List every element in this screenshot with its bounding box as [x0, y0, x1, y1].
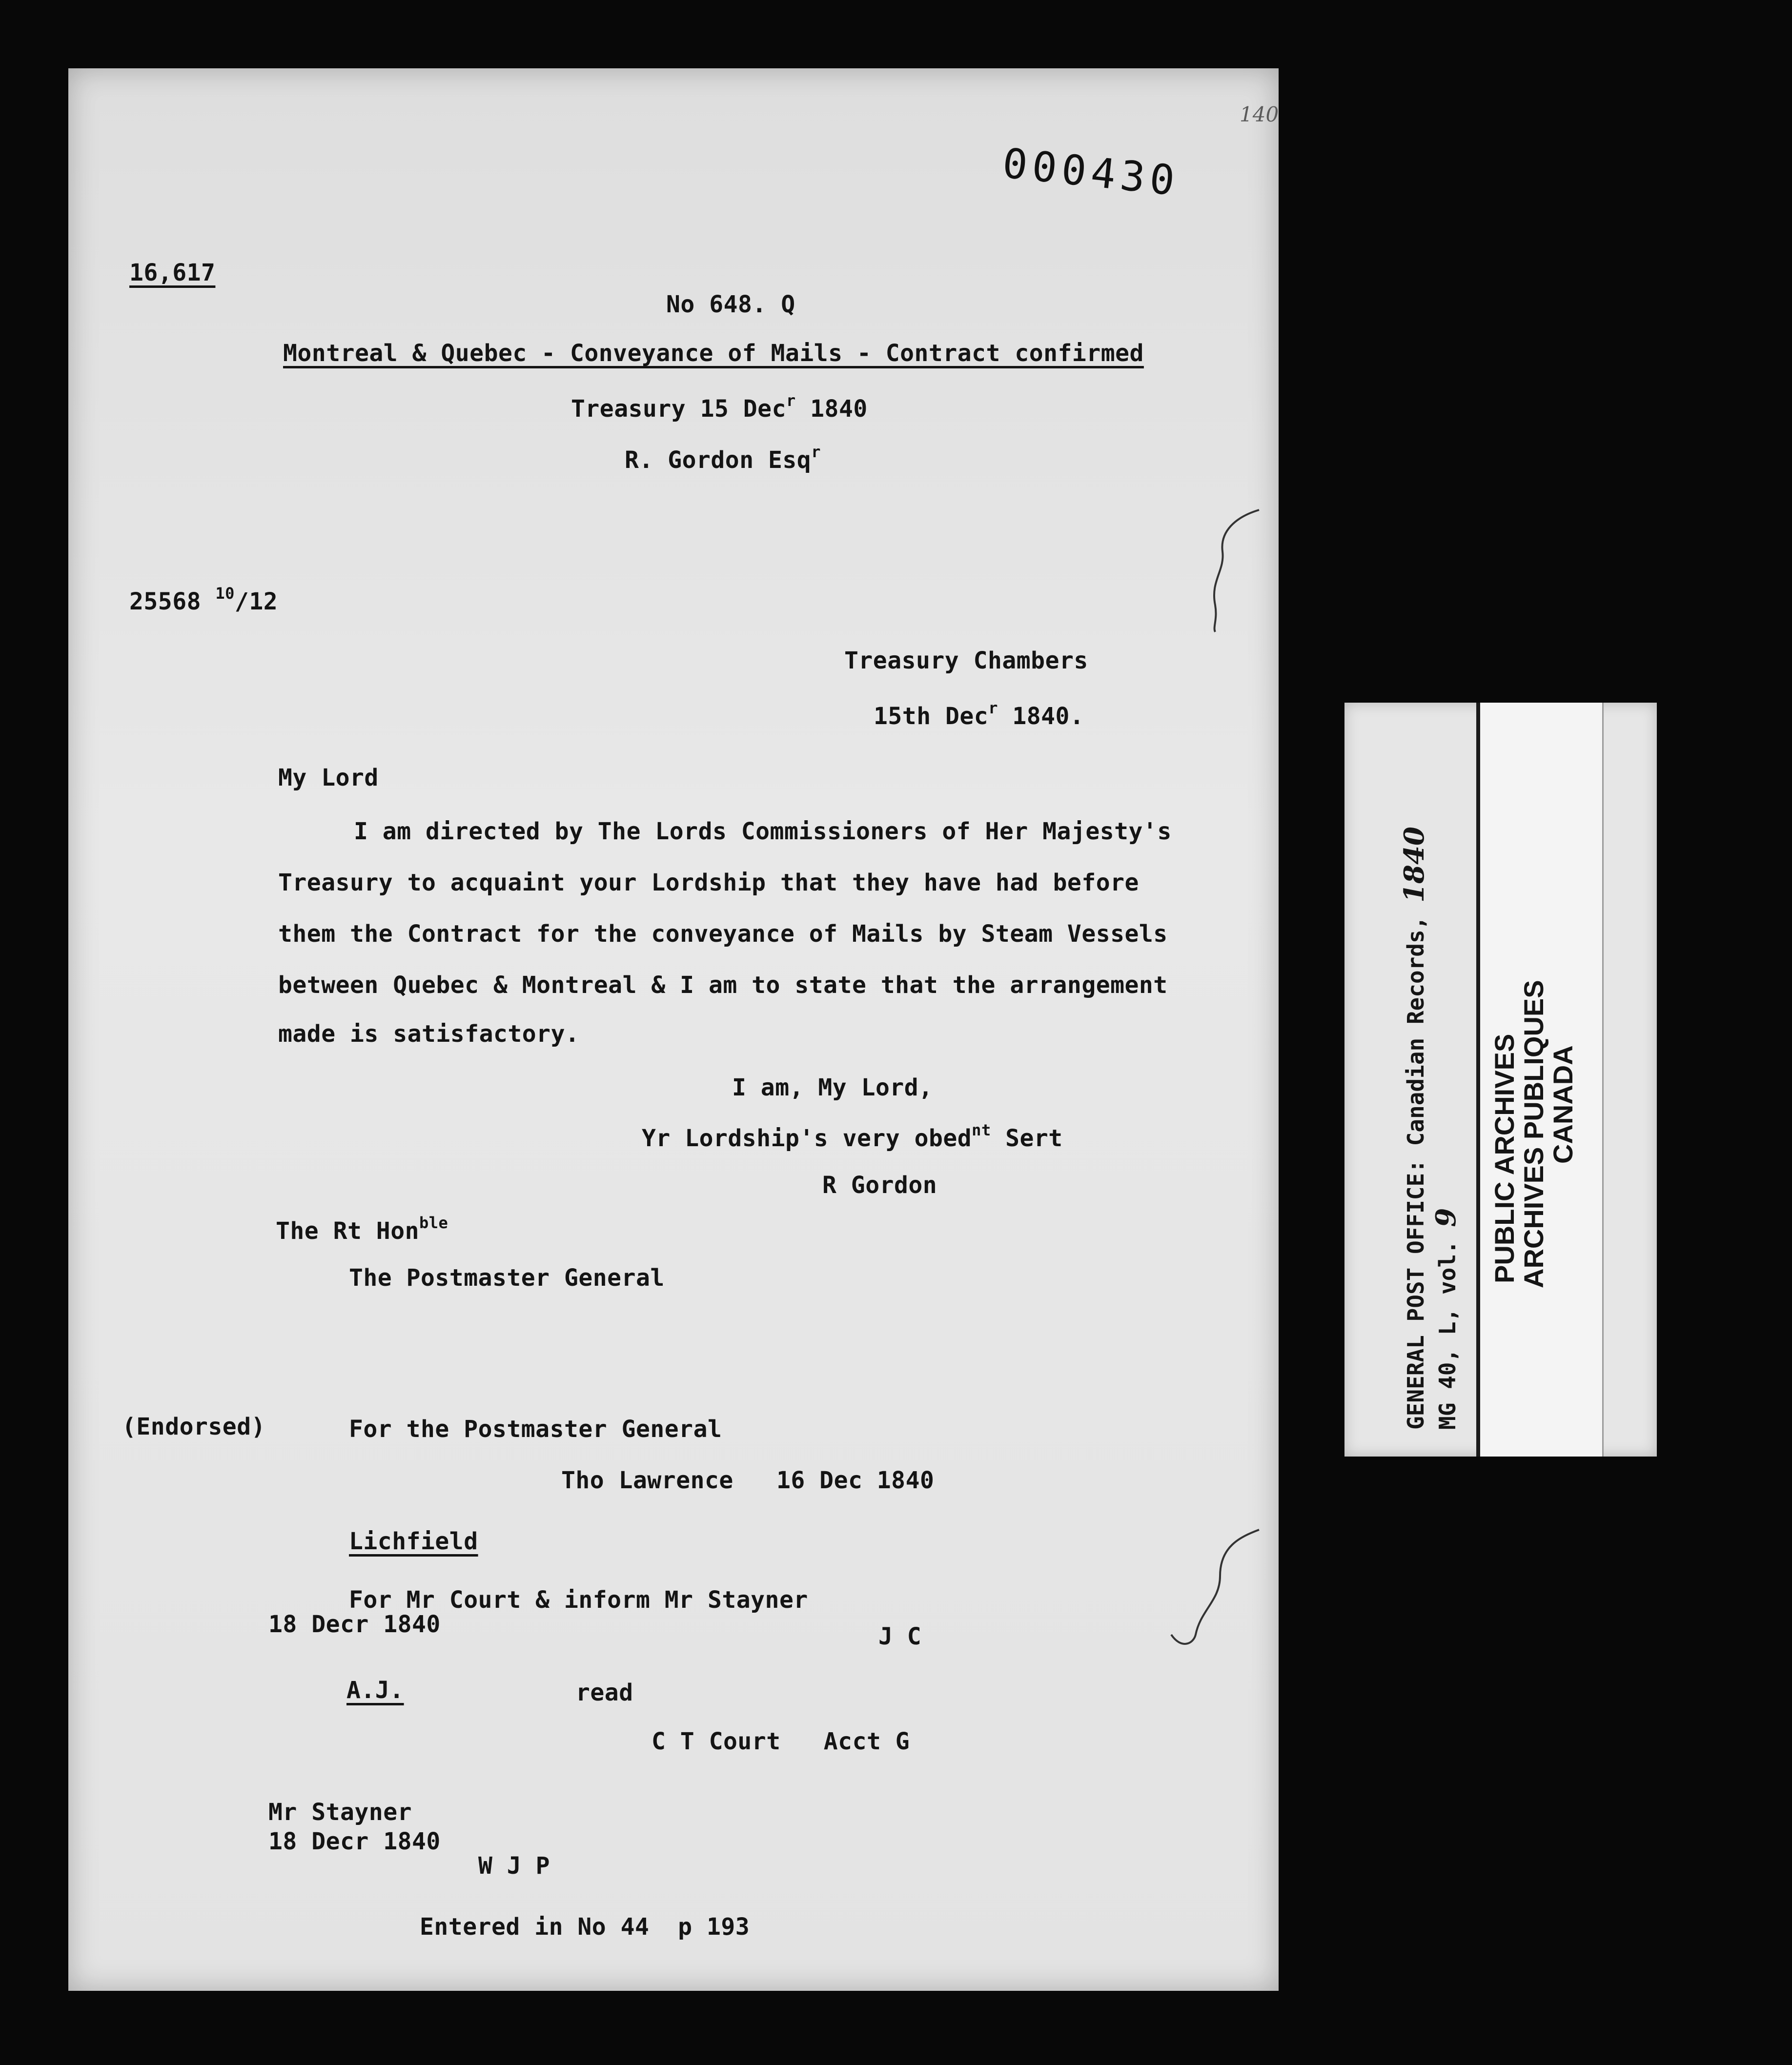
- header-date: Treasury 15 Dec$^r$ 1840: [571, 391, 868, 423]
- letter-place: Treasury Chambers: [844, 647, 1088, 674]
- endorsement-instruction: For Mr Court & inform Mr Stayner: [349, 1586, 808, 1614]
- body-line: them the Contract for the conveyance of Mails by Steam Vessels: [278, 920, 1168, 948]
- addressee: The Postmaster General: [349, 1264, 665, 1292]
- label-archive-name: PUBLIC ARCHIVES: [1489, 1033, 1520, 1283]
- pencil-folio-number: 140: [1240, 102, 1279, 126]
- endorsement-line: For the Postmaster General: [349, 1416, 722, 1443]
- document-page: [68, 68, 1279, 1991]
- endorsement-date: 18 Decr 1840: [268, 1611, 441, 1638]
- endorsement-date: 18 Decr 1840: [268, 1828, 441, 1855]
- reference-number: 16,617: [129, 259, 216, 286]
- body-line: between Quebec & Montreal & I am to state that the arrangement: [278, 972, 1168, 999]
- body-line: I am directed by The Lords Commissioners of Her Majesty's: [354, 818, 1172, 845]
- sheet-edge-mark: [1142, 1527, 1264, 1654]
- letter-date: 15th Dec$^r$ 1840.: [874, 699, 1084, 730]
- document-number: No 648. Q: [666, 291, 795, 318]
- salutation: My Lord: [278, 764, 379, 791]
- label-volume-line: MG 40, L, vol. 9: [1430, 1208, 1462, 1430]
- addressee: The Rt Hon$^{ble}$: [276, 1214, 448, 1245]
- archive-stamp-number: 000430: [1000, 139, 1182, 205]
- endorsed-label: (Endorsed): [122, 1413, 265, 1440]
- document-subject: Montreal & Quebec - Conveyance of Mails - Contract confirmed: [283, 340, 1144, 367]
- endorsement-line: Tho Lawrence 16 Dec 1840: [561, 1467, 935, 1494]
- closing-line: I am, My Lord,: [732, 1074, 933, 1101]
- endorsement-entered: Entered in No 44 p 193: [420, 1913, 750, 1941]
- endorsement-read: read: [576, 1679, 633, 1706]
- archive-box-label: [1344, 703, 1657, 1457]
- body-line: made is satisfactory.: [278, 1020, 580, 1048]
- endorsement-name: Lichfield: [349, 1528, 478, 1555]
- endorsement-initials: A.J.: [346, 1677, 404, 1704]
- endorsement-stayner: Mr Stayner: [268, 1799, 412, 1826]
- endorsement-initials: W J P: [478, 1852, 550, 1880]
- closing-line: Yr Lordship's very obed$^{nt}$ Sert: [642, 1121, 1063, 1152]
- signature: R Gordon: [822, 1172, 937, 1199]
- header-from: R. Gordon Esq$^r$: [625, 443, 821, 474]
- label-archive-name: ARCHIVES PUBLIQUES: [1518, 980, 1549, 1288]
- label-archive-name: CANADA: [1548, 1045, 1578, 1164]
- label-reference-line: GENERAL POST OFFICE: Canadian Records, 1840: [1398, 827, 1430, 1430]
- registry-reference: 25568 $^{10}$/12: [129, 584, 278, 615]
- sheet-edge-mark: [1201, 507, 1264, 634]
- endorsement-court: C T Court Acct G: [652, 1728, 910, 1755]
- endorsement-initials: J C: [878, 1623, 922, 1650]
- body-line: Treasury to acquaint your Lordship that they have had before: [278, 869, 1139, 896]
